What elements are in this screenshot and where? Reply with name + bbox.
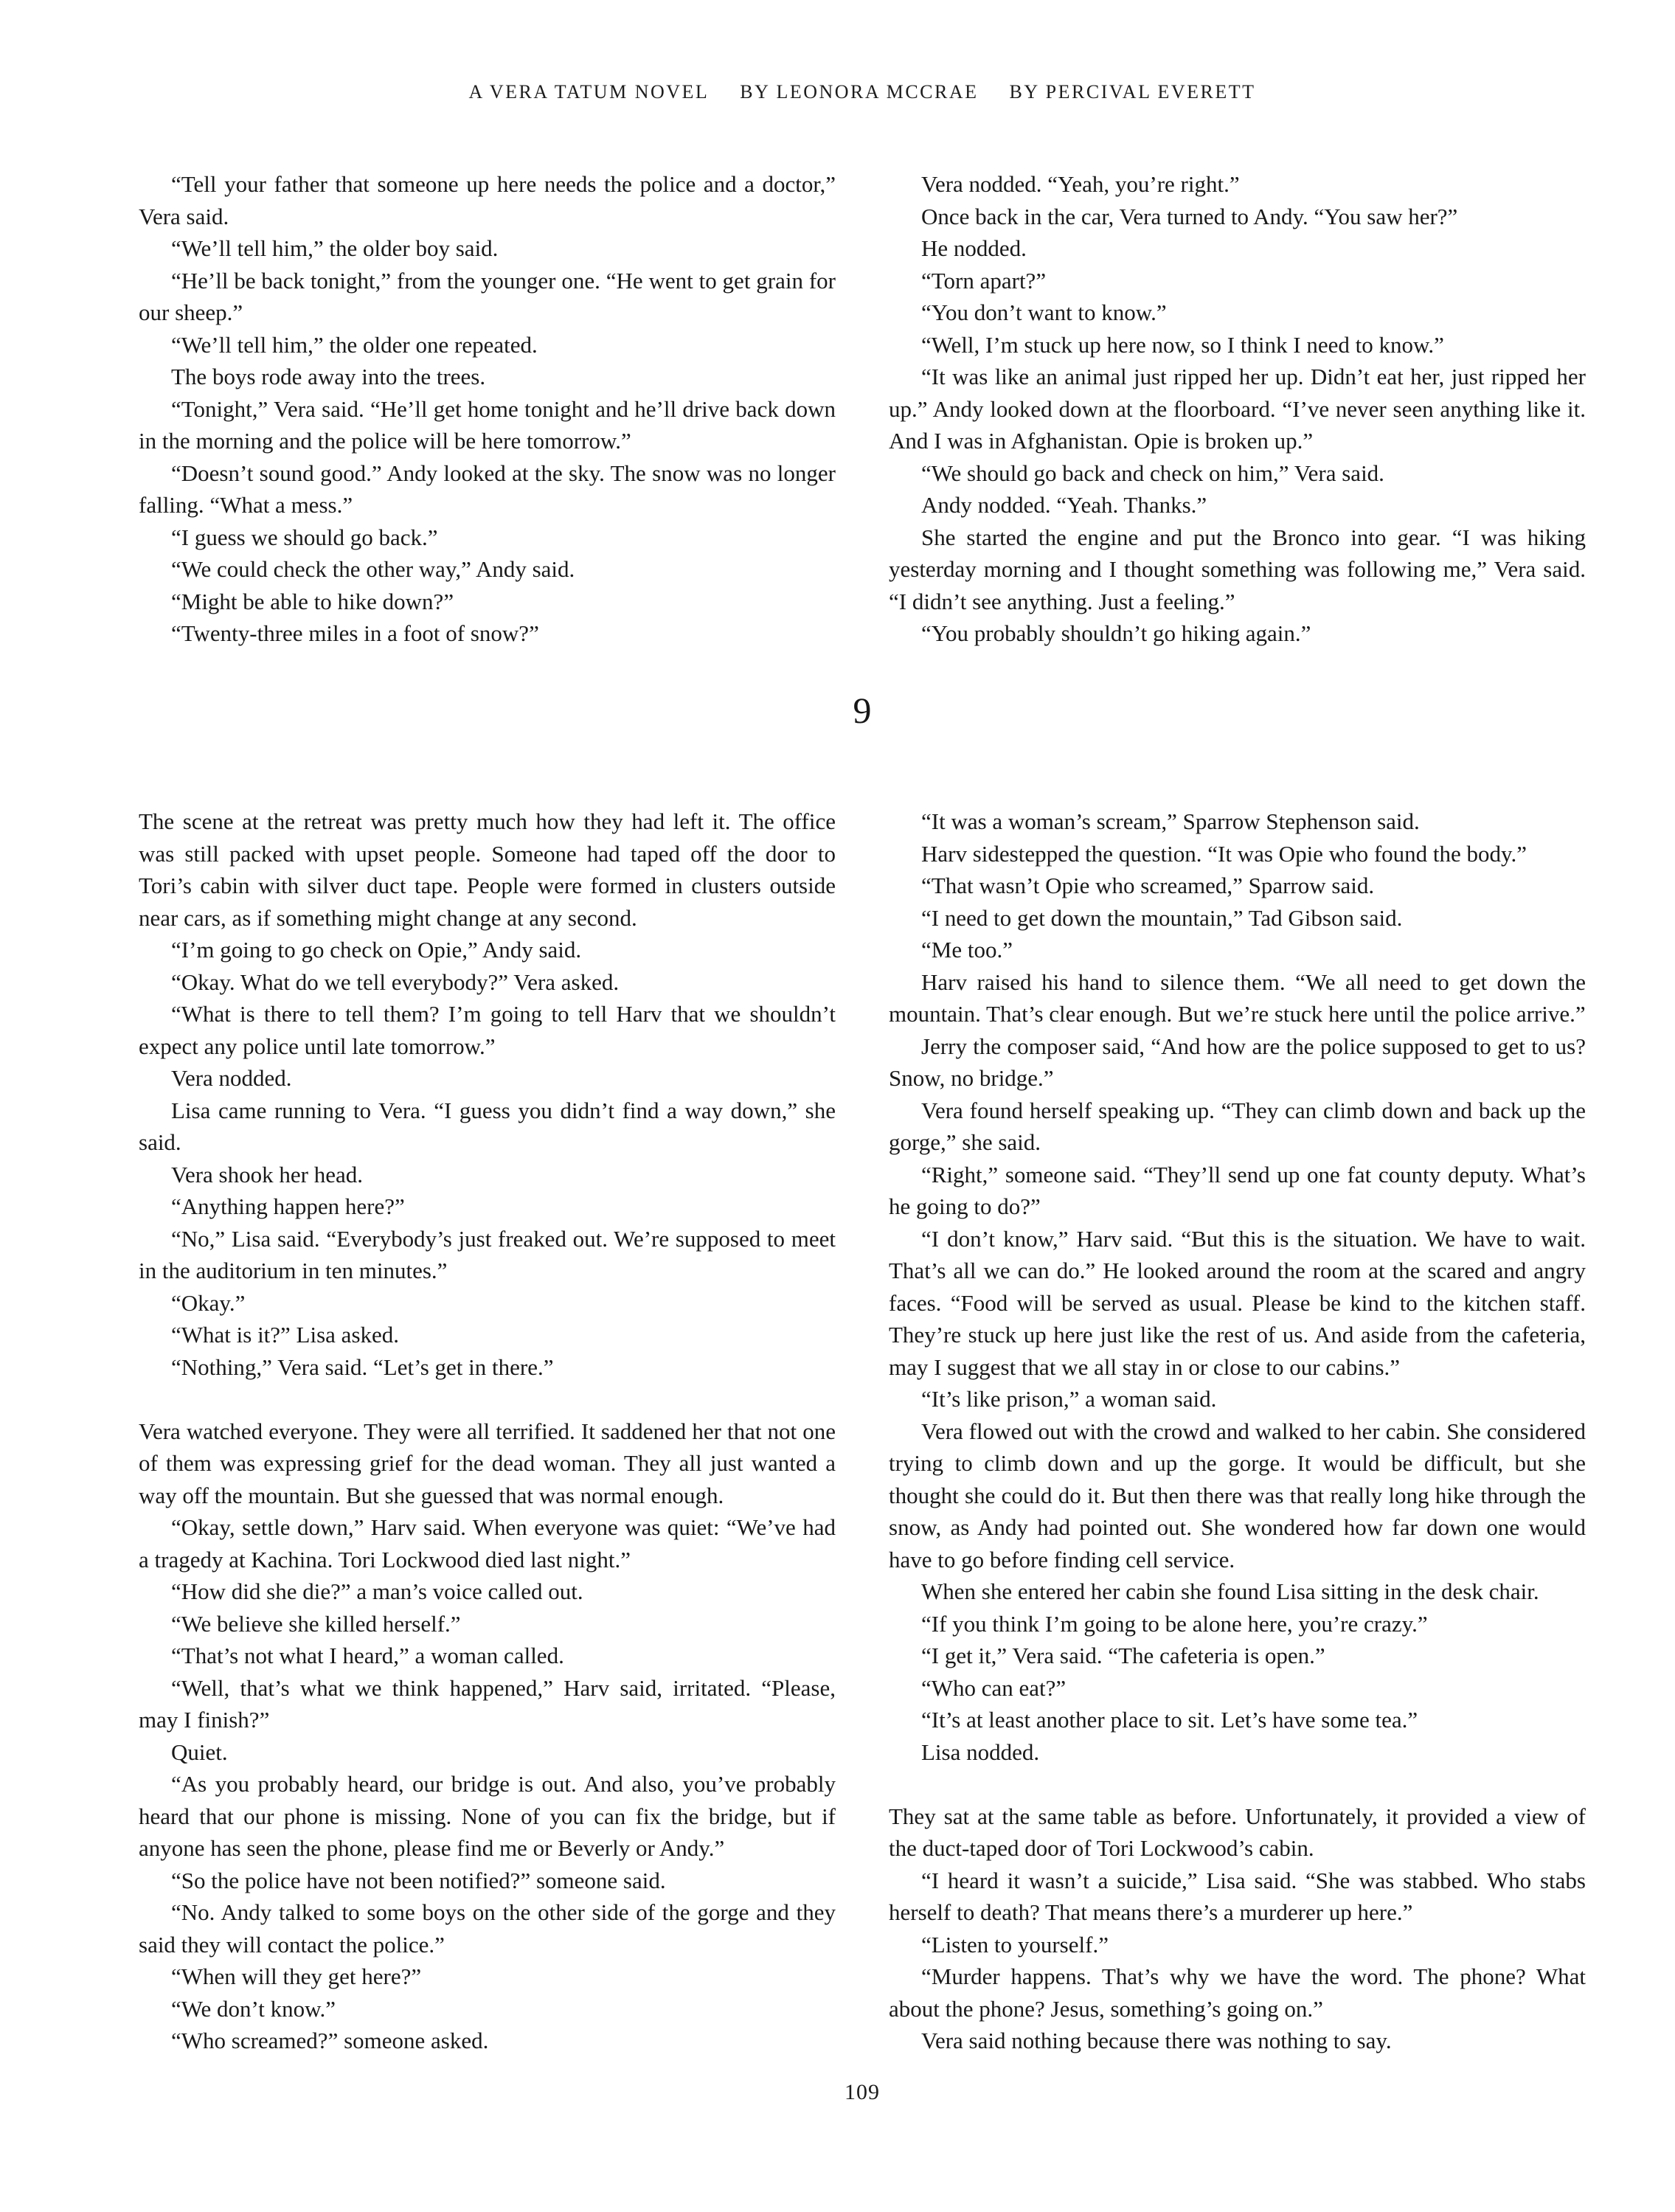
paragraph: “Might be able to hike down?” (171, 588, 454, 614)
paragraph: Andy nodded. “Yeah. Thanks.” (921, 492, 1207, 518)
column-left (139, 168, 836, 650)
paragraph: “As you probably heard, our bridge is out. And also, you’ve probably heard that our phone is missing. None of you can fix the bridge, but if anyone has seen the phone, please find me or Beverly or Andy.” (139, 1771, 836, 1861)
paragraph: “Well, I’m stuck up here now, so I think I need to know.” (921, 331, 1444, 358)
paragraph: “It’s like prison,” a woman said. (921, 1386, 1217, 1412)
paragraph: “We could check the other way,” Andy said. (171, 556, 575, 582)
running-header (139, 81, 1586, 103)
column-right (889, 805, 1586, 2057)
paragraph: “When will they get here?” (171, 1963, 422, 1989)
paragraph: “Well, that’s what we think happened,” Harv said, irritated. “Please, may I finish?” (139, 1674, 836, 1733)
header-segment-author-real: BY PERCIVAL EVERETT (1009, 81, 1256, 103)
paragraph: Once back in the car, Vera turned to Andy. “You saw her?” (921, 203, 1458, 229)
paragraph: Vera watched everyone. They were all terrified. It saddened her that not one of them was expressing grief for the dead woman. They all just wanted a way off the mountain. But she guessed that was normal enough. (139, 1418, 836, 1508)
paragraph: “Right,” someone said. “They’ll send up one fat county deputy. What’s he going to do?” (889, 1161, 1586, 1219)
text-section-1 (139, 168, 1586, 650)
text-section-2 (139, 805, 1586, 2057)
paragraph: The scene at the retreat was pretty much how they had left it. The office was still packed with upset people. Someone had taped off the door to Tori’s cabin with silver duct tape. People were formed in clusters outside near cars, as if something might change at any second. (139, 808, 836, 931)
paragraph: Harv sidestepped the question. “It was Opie who found the body.” (921, 840, 1527, 867)
paragraph: Vera found herself speaking up. “They can climb down and back up the gorge,” she said. (889, 1097, 1586, 1155)
paragraph: “Listen to yourself.” (921, 1931, 1109, 1958)
paragraph: “You don’t want to know.” (921, 299, 1167, 325)
paragraph: “Who screamed?” someone asked. (171, 2028, 489, 2053)
paragraph: “I guess we should go back.” (171, 524, 438, 550)
paragraph: “That’s not what I heard,” a woman called. (171, 1643, 564, 1668)
column-left (139, 805, 836, 2057)
paragraph: “Doesn’t sound good.” Andy looked at the sky. The snow was no longer falling. “What a mess.” (139, 460, 836, 518)
paragraph: The boys rode away into the trees. (171, 364, 486, 389)
paragraph: Vera shook her head. (171, 1161, 363, 1188)
paragraph: “Me too.” (921, 937, 1013, 963)
chapter-number: 9 (853, 690, 872, 731)
paragraph: “Tell your father that someone up here needs the police and a doctor,” Vera said. (139, 171, 836, 229)
paragraph: “Okay.” (171, 1289, 246, 1316)
header-segment-novel-title: A VERA TATUM NOVEL (468, 81, 710, 103)
paragraph: “Nothing,” Vera said. “Let’s get in there.” (171, 1353, 554, 1380)
paragraph: “We should go back and check on him,” Vera said. (921, 460, 1384, 486)
paragraph: They sat at the same table as before. Unfortunately, it provided a view of the duct-taped door of Tori Lockwood’s cabin. (889, 1803, 1586, 1861)
paragraph: Lisa came running to Vera. “I guess you didn’t find a way down,” she said. (139, 1097, 836, 1155)
paragraph: “How did she die?” a man’s voice called out. (171, 1578, 583, 1604)
paragraph: “Okay. What do we tell everybody?” Vera asked. (171, 968, 620, 995)
paragraph: “That wasn’t Opie who screamed,” Sparrow said. (921, 873, 1375, 898)
paragraph: “I heard it wasn’t a suicide,” Lisa said. “She was stabbed. Who stabs herself to death? That means there’s a murderer up here.” (889, 1867, 1586, 1925)
paragraph: Vera nodded. “Yeah, you’re right.” (921, 171, 1240, 197)
paragraph: “Tonight,” Vera said. “He’ll get home tonight and he’ll drive back down in the morning and the police will be here tomorrow.” (139, 395, 836, 454)
paragraph: “He’ll be back tonight,” from the younger one. “He went to get grain for our sheep.” (139, 267, 836, 325)
paragraph: “I’m going to go check on Opie,” Andy said. (171, 937, 582, 963)
paragraph: “It was like an animal just ripped her up. Didn’t eat her, just ripped her up.” Andy looked down at the floorboard. “I’ve never seen anything like it. And I was in Afghanistan. Opie is broken up.” (889, 364, 1586, 454)
paragraph: “Murder happens. That’s why we have the word. The phone? What about the phone? Jesus, something’s going on.” (889, 1963, 1586, 2022)
paragraph: “We’ll tell him,” the older boy said. (171, 235, 499, 261)
paragraph: “We believe she killed herself.” (171, 1610, 461, 1637)
paragraph: “It was a woman’s scream,” Sparrow Stephenson said. (921, 808, 1420, 834)
page-number: 109 (845, 2080, 880, 2104)
paragraph: When she entered her cabin she found Lisa sitting in the desk chair. (921, 1578, 1539, 1604)
paragraph: He nodded. (921, 235, 1027, 261)
paragraph: “Okay, settle down,” Harv said. When everyone was quiet: “We’ve had a tragedy at Kachina. Tori Lockwood died last night.” (139, 1514, 836, 1573)
paragraph: “What is there to tell them? I’m going to tell Harv that we shouldn’t expect any police until late tomorrow.” (139, 1001, 836, 1059)
paragraph: “Who can eat?” (921, 1674, 1067, 1701)
paragraph: Jerry the composer said, “And how are the police supposed to get to us? Snow, no bridge.” (889, 1033, 1586, 1091)
paragraph: Harv raised his hand to silence them. “We all need to get down the mountain. That’s clear enough. But we’re stuck here until the police arrive.” (889, 968, 1586, 1027)
paragraph: “I get it,” Vera said. “The cafeteria is open.” (921, 1643, 1325, 1668)
paragraph: “We don’t know.” (171, 1995, 336, 2022)
paragraph: “So the police have not been notified?” someone said. (171, 1867, 666, 1893)
paragraph: Lisa nodded. (921, 1738, 1040, 1765)
paragraph: She started the engine and put the Bronco into gear. “I was hiking yesterday morning and I thought something was following me,” Vera said. “I didn’t see anything. Just a feeling.” (889, 524, 1586, 614)
paragraph: Vera flowed out with the crowd and walked to her cabin. She considered trying to climb down and up the gorge. It would be difficult, but she thought she could do it. But then there was that really long hike through the snow, as Andy had pointed out. She wondered how far down one would have to go before finding cell service. (889, 1418, 1586, 1573)
paragraph: “Anything happen here?” (171, 1193, 405, 1219)
paragraph: “We’ll tell him,” the older one repeated. (171, 331, 538, 358)
paragraph: “Torn apart?” (921, 267, 1047, 294)
paragraph: “I don’t know,” Harv said. “But this is the situation. We have to wait. That’s all we can do.” He looked around the room at the scared and angry faces. “Food will be served as usual. Please be kind to the kitchen staff. They’re stuck up here just like the rest of us. And aside from the cafeteria, may I suggest that we all stay in or close to our cabins.” (889, 1225, 1586, 1380)
paragraph: “Twenty-three miles in a foot of snow?” (171, 620, 539, 646)
column-right (889, 168, 1586, 650)
header-segment-author-fictional: BY LEONORA MCCRAE (740, 81, 979, 103)
paragraph: “If you think I’m going to be alone here, you’re crazy.” (921, 1610, 1428, 1637)
paragraph: “It’s at least another place to sit. Let’s have some tea.” (921, 1707, 1418, 1733)
paragraph: “I need to get down the mountain,” Tad Gibson said. (921, 904, 1403, 931)
paragraph: Vera said nothing because there was nothing to say. (921, 2028, 1392, 2053)
paragraph: Vera nodded. (171, 1065, 292, 1091)
paragraph: “What is it?” Lisa asked. (171, 1322, 400, 1348)
paragraph: “No,” Lisa said. “Everybody’s just freaked out. We’re supposed to meet in the auditorium in ten minutes.” (139, 1225, 836, 1283)
paragraph: “You probably shouldn’t go hiking again.” (921, 620, 1311, 646)
paragraph: Quiet. (171, 1738, 228, 1765)
paragraph: “No. Andy talked to some boys on the other side of the gorge and they said they will contact the police.” (139, 1899, 836, 1958)
